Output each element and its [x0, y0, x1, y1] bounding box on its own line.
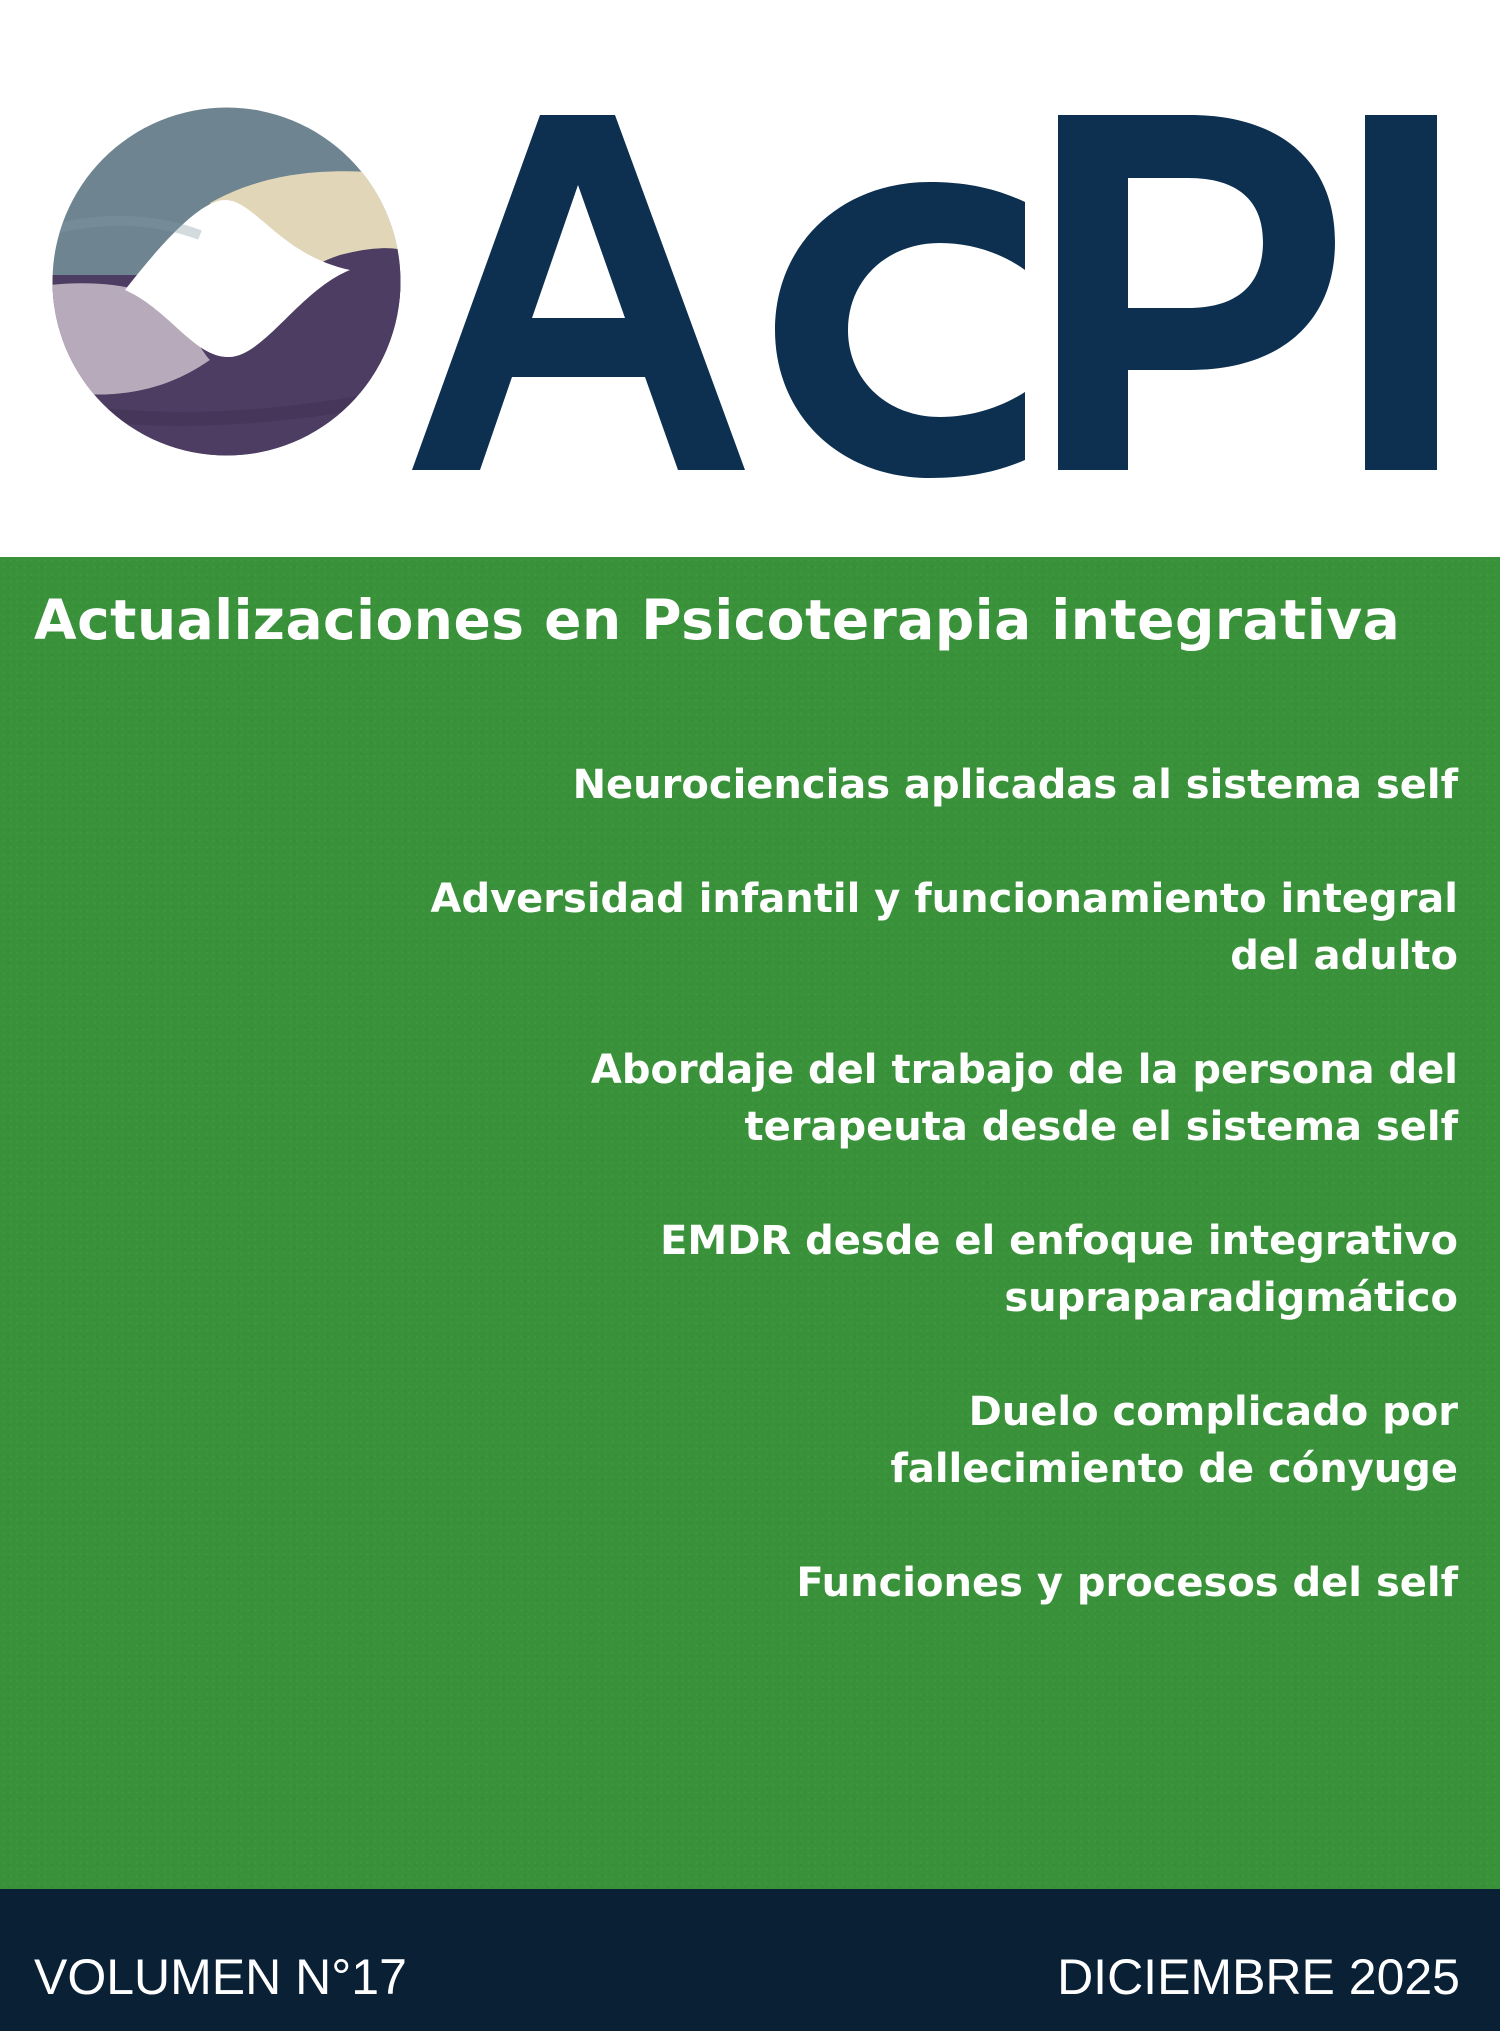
volume-number: VOLUMEN N°17 — [34, 1949, 407, 2005]
cover-body — [0, 557, 1500, 1889]
topic-item — [258, 1384, 1458, 1498]
issue-date: DICIEMBRE 2025 — [1057, 1949, 1460, 2005]
cover-footer — [0, 1889, 1500, 2031]
topic-list — [258, 757, 1458, 1669]
topic-line: terapeuta desde el sistema self — [744, 1104, 1458, 1150]
topic-line: Neurociencias aplicadas al sistema self — [572, 762, 1458, 808]
topic-line: fallecimiento de cónyuge — [890, 1446, 1458, 1492]
topic-item — [258, 1213, 1458, 1327]
topic-item — [258, 1042, 1458, 1156]
topic-item — [258, 1555, 1458, 1612]
topic-item — [258, 757, 1458, 814]
acpi-wordmark — [400, 60, 1490, 530]
topic-line: EMDR desde el enfoque integrativo — [660, 1218, 1458, 1264]
topic-line: supraparadigmático — [1004, 1275, 1458, 1321]
acpi-logo-circle-icon — [50, 105, 403, 458]
journal-subtitle: Actualizaciones en Psicoterapia integrativa — [34, 588, 1401, 652]
logo-text — [0, 0, 1, 1]
topic-line: del adulto — [1230, 933, 1458, 979]
topic-line: Duelo complicado por — [968, 1389, 1458, 1435]
topic-line: Abordaje del trabajo de la persona del — [590, 1047, 1458, 1093]
topic-line: Adversidad infantil y funcionamiento integral — [430, 876, 1458, 922]
topic-item — [258, 871, 1458, 985]
topic-line: Funciones y procesos del self — [796, 1560, 1458, 1606]
cover-header — [0, 0, 1500, 557]
